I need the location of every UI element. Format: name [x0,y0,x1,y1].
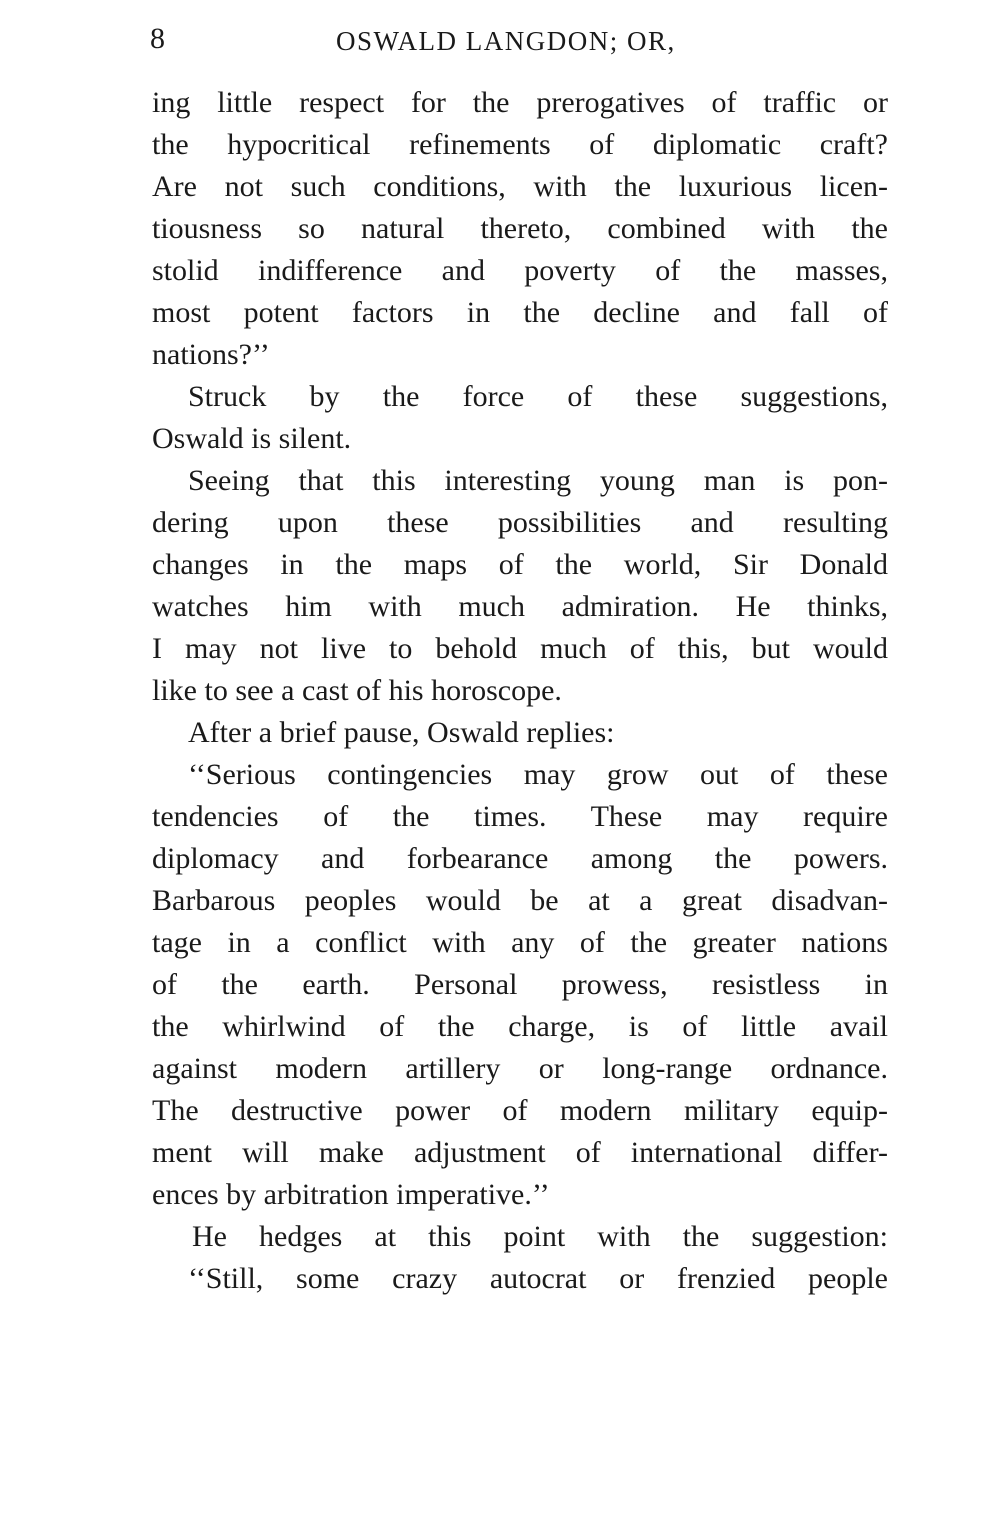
text-line: ment will make adjustment of international differ- [152,1136,888,1169]
text-line: nations?’’ [152,338,270,371]
text-line: most potent factors in the decline and fall of [152,296,888,329]
text-line: Are not such conditions, with the luxurious licen- [152,170,888,203]
text-line: tiousness so natural thereto, combined with the [152,212,888,245]
text-line: like to see a cast of his horoscope. [152,674,562,707]
text-line: I may not live to behold much of this, but would [152,632,888,665]
text-line: stolid indifference and poverty of the masses, [152,254,888,287]
text-line: Seeing that this interesting young man is pon- [188,464,888,497]
text-line: ‘‘Serious contingencies may grow out of these [188,758,888,791]
page-number: 8 [150,22,165,55]
text-line: tage in a conflict with any of the greater nations [152,926,888,959]
text-line: Barbarous peoples would be at a great disadvan- [152,884,888,917]
text-line: Struck by the force of these suggestions, [188,380,888,413]
text-line: of the earth. Personal prowess, resistless in [152,968,888,1001]
text-line: the hypocritical refinements of diplomatic craft? [152,128,888,161]
text-line: changes in the maps of the world, Sir Donald [152,548,888,581]
running-title: OSWALD LANGDON; OR, [336,26,676,56]
text-line: ing little respect for the prerogatives of traffic or [152,86,888,119]
text-line: tendencies of the times. These may require [152,800,888,833]
text-line: Oswald is silent. [152,422,352,455]
text-line: watches him with much admiration. He thinks, [152,590,888,623]
text-line: the whirlwind of the charge, is of little avail [152,1010,888,1043]
text-line: After a brief pause, Oswald replies: [188,716,615,749]
text-line: ences by arbitration imperative.’’ [152,1178,550,1211]
text-line: The destructive power of modern military equip- [152,1094,888,1127]
page-header [150,22,890,62]
body-text [152,82,888,1300]
text-line: against modern artillery or long-range ordnance. [152,1052,888,1085]
text-line: dering upon these possibilities and resulting [152,506,888,539]
text-line: diplomacy and forbearance among the powers. [152,842,888,875]
text-line: He hedges at this point with the suggestion: [192,1220,888,1253]
text-line: ‘‘Still, some crazy autocrat or frenzied people [188,1262,888,1295]
